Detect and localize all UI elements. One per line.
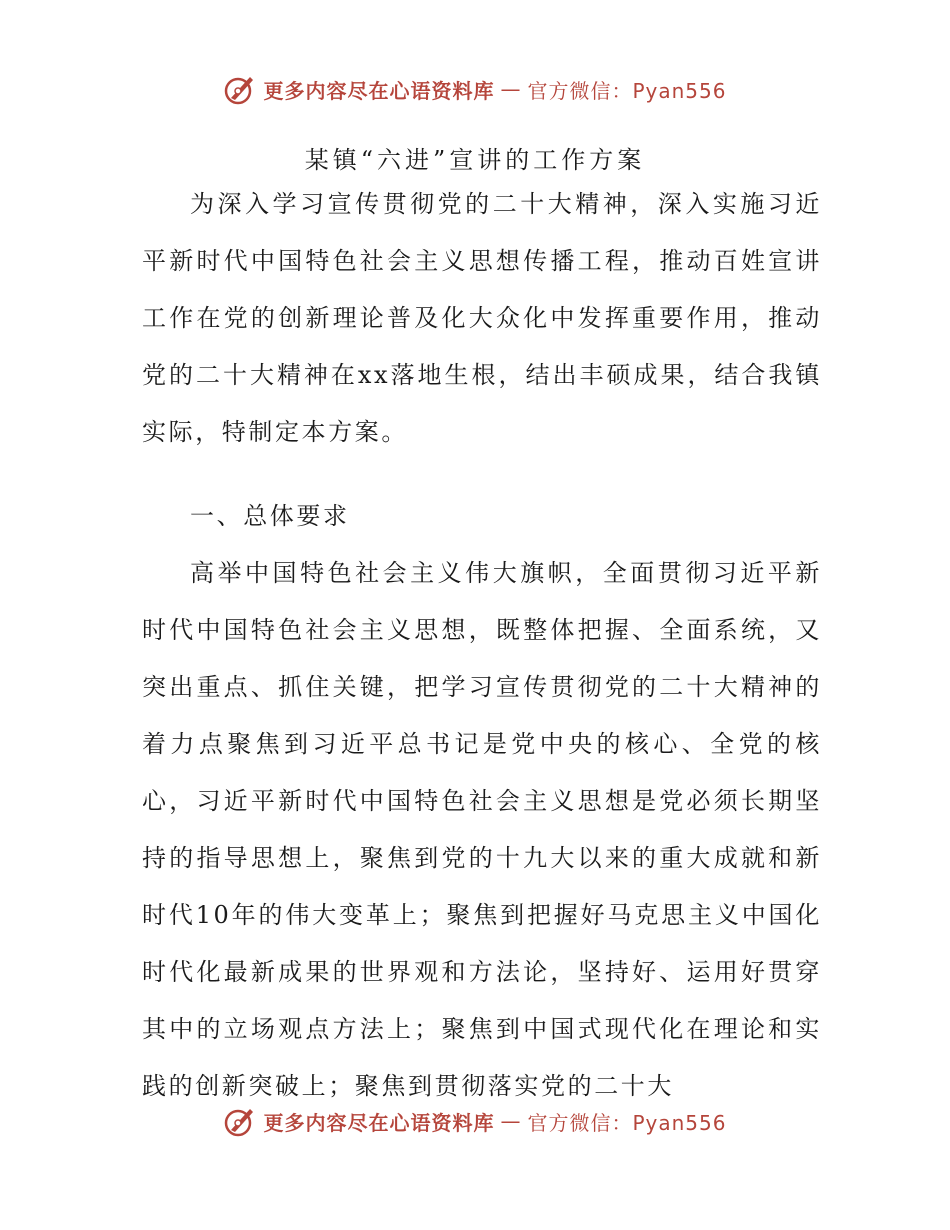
intro-text: 为深入学习宣传贯彻党的二十大精神，深入实施习近平新时代中国特色社会主义思想传播工程，推动百姓宣讲工作在党的创新理论普及化大众化中发挥重要作用，推动党的二十大精神在xx落地生根，结出丰硕成果，结合我镇实际，特制定本方案。 bbox=[142, 190, 822, 446]
watermark-wechat: 官方微信：Pyan556 bbox=[527, 78, 727, 103]
section-paragraph bbox=[142, 545, 822, 1115]
quill-circle-logo-icon bbox=[223, 1104, 257, 1138]
watermark-separator: — bbox=[500, 1109, 522, 1133]
watermark-separator: — bbox=[500, 77, 522, 101]
section1-body: 高举中国特色社会主义伟大旗帜，全面贯彻习近平新时代中国特色社会主义思想，既整体把握、全面系统，又突出重点、抓住关键，把学习宣传贯彻党的二十大精神的着力点聚焦到习近平总书记是党中央的核心、全党的核心，习近平新时代中国特色社会主义思想是党必须长期坚持的指导思想上，聚焦到党的十九大以来的重大成就和新时代10年的伟大变革上；聚焦到把握好马克思主义中国化时代化最新成果的世界观和方法论，坚持好、运用好贯穿其中的立场观点方法上；聚焦到中国式现代化在理论和实践的创新突破上；聚焦到贯彻落实党的二十大 bbox=[142, 559, 822, 1100]
watermark-brand: 更多内容尽在心语资料库 bbox=[263, 78, 495, 103]
watermark-wechat: 官方微信：Pyan556 bbox=[527, 1110, 727, 1135]
quill-circle-logo-icon bbox=[223, 72, 257, 106]
watermark-footer bbox=[0, 1104, 950, 1138]
section-heading bbox=[142, 488, 822, 545]
intro-paragraph bbox=[142, 176, 822, 461]
watermark-brand: 更多内容尽在心语资料库 bbox=[263, 1110, 495, 1135]
section1-heading: 一、总体要求 bbox=[190, 502, 350, 530]
watermark-header bbox=[0, 72, 950, 106]
document-title: 某镇“六进”宣讲的工作方案 bbox=[304, 146, 646, 174]
